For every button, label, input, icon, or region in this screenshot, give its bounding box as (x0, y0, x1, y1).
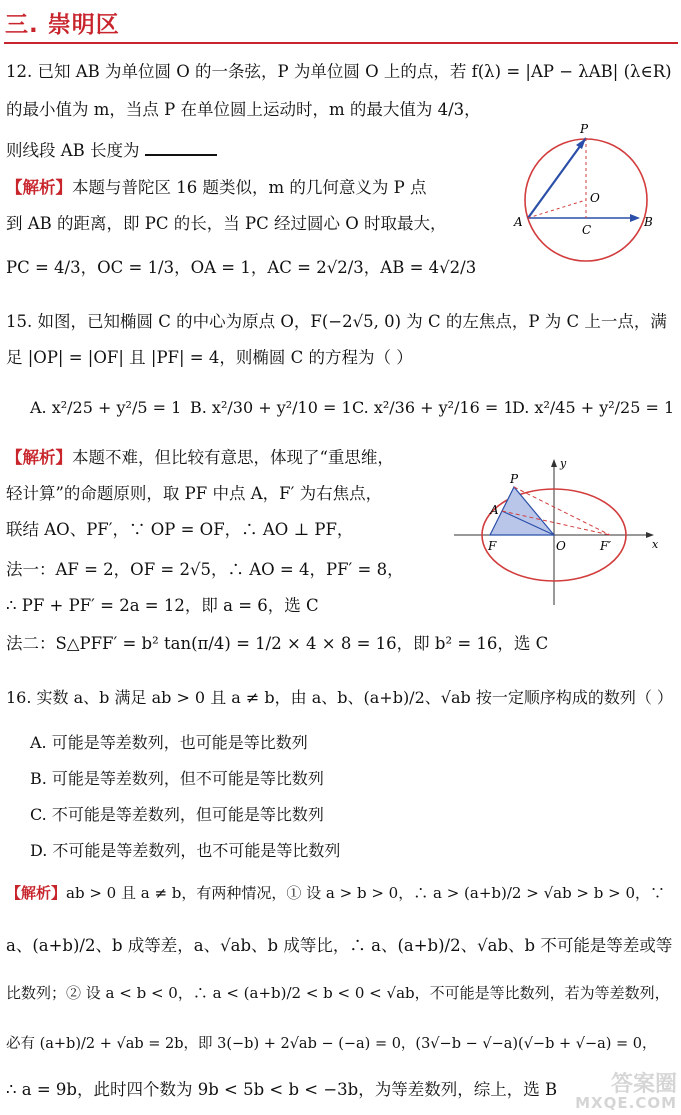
q15-line-1: 15. 如图，已知椭圆 C 的中心为原点 O，F(−2√5, 0) 为 C 的左焦点，P 为 C 上一点，满 (6, 312, 667, 331)
q15-option-d: D. x²/45 + y²/25 = 1 (512, 398, 675, 417)
analysis-tag: 【解析】 (6, 448, 72, 467)
vector-ap (528, 138, 586, 218)
a15-line-3: 联结 AO、PF′，∵ OP = OF，∴ AO ⊥ PF， (6, 520, 354, 539)
q12-line-2: 的最小值为 m，当点 P 在单位圆上运动时，m 的最大值为 4/3， (6, 100, 481, 119)
label-y: y (560, 457, 567, 470)
a15-line-4: 法一：AF = 2，OF = 2√5，∴ AO = 4，PF′ = 8， (6, 560, 404, 579)
label-a: A (490, 503, 499, 517)
analysis-tag: 【解析】 (6, 884, 67, 902)
section-title: 三. 崇明区 (5, 12, 120, 38)
a15-line-5: ∴ PF + PF′ = 2a = 12，即 a = 6，选 C (6, 596, 319, 615)
label-c: C (582, 223, 592, 237)
watermark-logo (575, 1074, 677, 1111)
label-o: O (590, 191, 600, 205)
a12-line-1 (6, 178, 426, 198)
a15-line-2: 轻计算”的命题原则，取 PF 中点 A，F′ 为右焦点， (6, 484, 383, 503)
q12-line-1: 12. 已知 AB 为单位圆 O 的一条弦，P 为单位圆 O 上的点，若 f(λ) = |AP − λAB| (λ∈R) (6, 62, 672, 81)
q15-option-b: B. x²/30 + y²/10 = 1 (190, 398, 352, 417)
a12-line-3: PC = 4/3，OC = 1/3，OA = 1，AC = 2√2/3，AB = 4√2/3 (6, 258, 477, 277)
a15-line-1 (6, 448, 394, 468)
analysis-tag: 【解析】 (6, 178, 72, 197)
y-axis-arrow (551, 459, 557, 467)
q16-line-1: 16. 实数 a、b 满足 ab > 0 且 a ≠ b，由 a、b、(a+b)/2、√ab 按一定顺序构成的数列（ ） (6, 688, 673, 707)
a15-line-6: 法二：S△PFF′ = b² tan(π/4) = 1/2 × 4 × 8 = 16，即 b² = 16，选 C (6, 634, 549, 653)
q16-option-c: C. 不可能是等差数列，但可能是等比数列 (30, 805, 324, 824)
q16-option-b: B. 可能是等差数列，但不可能是等比数列 (30, 769, 324, 788)
label-a: A (514, 215, 523, 229)
a16-line-2: a、(a+b)/2、b 成等差，a、√ab、b 成等比，∴ a、(a+b)/2、√ab、b 不可能是等差或等 (6, 936, 673, 955)
label-b: B (644, 215, 653, 229)
label-f-prime: F′ (600, 539, 612, 553)
section-divider (4, 42, 678, 44)
a12-line-2: 到 AB 的距离，即 PC 的长，当 PC 经过圆心 O 时取最大， (6, 214, 447, 233)
label-o: O (556, 539, 566, 553)
q12-line-3 (6, 140, 217, 161)
a16-line-1 (6, 884, 665, 902)
label-f: F (488, 539, 497, 553)
q12-line-3-text: 则线段 AB 长度为 (6, 141, 140, 160)
q15-option-c: C. x²/36 + y²/16 = 1 (352, 398, 514, 417)
segment-ao (528, 200, 586, 218)
watermark-url: MXQE.COM (575, 1094, 677, 1112)
vector-ab-arrow (630, 214, 640, 222)
a16-line-3: 比数列；② 设 a < b < 0，∴ a < (a+b)/2 < b < 0 < √ab，不可能是等比数列，若为等差数列， (6, 984, 670, 1002)
a16-line-5: ∴ a = 9b，此时四个数为 9b < 5b < b < −3b，为等差数列，综上，选 B (6, 1080, 558, 1099)
label-x: x (652, 538, 659, 551)
ellipse-figure (450, 455, 672, 615)
q16-option-d: D. 不可能是等差数列，也不可能是等比数列 (30, 841, 341, 860)
answer-blank (145, 140, 217, 156)
q15-option-a: A. x²/25 + y²/5 = 1 (30, 398, 182, 417)
unit-circle-figure (510, 118, 675, 268)
q15-line-2: 足 |OP| = |OF| 且 |PF| = 4，则椭圆 C 的方程为（ ） (6, 348, 413, 367)
label-p: P (580, 122, 589, 136)
a12-line-1-text: 本题与普陀区 16 题类似，m 的几何意义为 P 点 (72, 178, 427, 197)
a16-line-4: 必有 (a+b)/2 + √ab = 2b，即 3(−b) + 2√ab − (−a) = 0，(3√−b − √−a)(√−b + √−a) = 0， (6, 1036, 657, 1052)
watermark-cn: 答案圈 (610, 1072, 677, 1097)
q16-option-a: A. 可能是等差数列，也可能是等比数列 (30, 733, 308, 752)
a16-line-1-text: ab > 0 且 a ≠ b，有两种情况，① 设 a > b > 0，∴ a > (a+b)/2 > √ab > b > 0，∵ (66, 884, 666, 902)
label-p: P (510, 472, 519, 486)
a15-line-1-text: 本题不难，但比较有意思，体现了“重思维， (72, 448, 394, 467)
